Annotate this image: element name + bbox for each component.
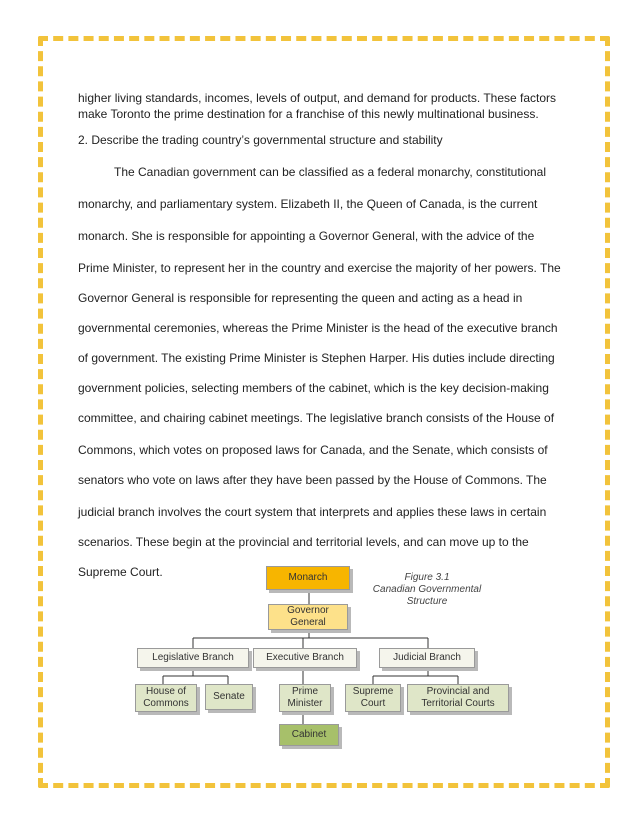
figure-caption-line-3: Structure	[406, 596, 448, 607]
node-senate	[205, 684, 253, 710]
node-judicial-label: Judicial Branch	[393, 652, 461, 663]
node-executive-label: Executive Branch	[266, 652, 344, 663]
body-line: judicial branch involves the court system that interprets and applies these laws in certain	[78, 505, 547, 519]
body-line: The Canadian government can be classified as a federal monarchy, constitutional	[114, 165, 547, 179]
node-provincial-label-1: Provincial and	[426, 686, 490, 697]
node-cabinet-label: Cabinet	[291, 729, 327, 740]
node-prime-minister	[279, 684, 331, 712]
node-provincial-territorial-courts	[407, 684, 509, 712]
node-cabinet	[279, 724, 339, 746]
node-supreme-label-1: Supreme	[352, 686, 394, 697]
body-line: governmental ceremonies, whereas the Prime Minister is the head of the executive branch	[78, 321, 558, 335]
body-line: monarchy, and parliamentary system. Elizabeth II, the Queen of Canada, is the current	[78, 197, 538, 211]
node-supreme-court	[345, 684, 401, 712]
node-pm-label-1: Prime	[291, 686, 319, 697]
figure-caption	[372, 572, 482, 608]
body-line: scenarios. These begin at the provincial and territorial levels, and can move up to the	[78, 535, 529, 549]
node-governor-general	[268, 604, 348, 630]
node-supreme-label-2: Court	[360, 698, 386, 709]
node-judicial-branch	[379, 648, 475, 668]
node-governor-label-1: Governor	[287, 605, 329, 616]
body-line: Commons, which votes on proposed laws for Canada, and the Senate, which consists of	[78, 443, 548, 457]
body-line: make Toronto the prime destination for a franchise of this newly multinational business.	[78, 107, 539, 121]
node-house-label-2: Commons	[143, 698, 189, 709]
body-line: Governor General is responsible for representing the queen and acting as a head in	[78, 291, 523, 305]
node-house-label-1: House of	[145, 686, 187, 697]
node-monarch	[266, 566, 350, 590]
body-line: Supreme Court.	[78, 565, 163, 579]
node-provincial-label-2: Territorial Courts	[421, 698, 495, 709]
node-legislative-label: Legislative Branch	[152, 652, 234, 663]
node-senate-label: Senate	[213, 691, 245, 702]
figure-caption-line-1: Figure 3.1	[404, 572, 450, 583]
node-house-of-commons	[135, 684, 197, 712]
body-line: committee, and chairing cabinet meetings. The legislative branch consists of the House of	[78, 411, 555, 425]
body-line: government policies, selecting members of the cabinet, which is the key decision-making	[78, 381, 549, 395]
section-heading: 2. Describe the trading country’s governmental structure and stability	[78, 133, 443, 147]
body-line: senators who vote on laws after they have been passed by the House of Commons. The	[78, 473, 547, 487]
node-pm-label-2: Minister	[287, 698, 323, 709]
figure-caption-line-2: Canadian Governmental	[372, 584, 482, 595]
node-legislative-branch	[137, 648, 249, 668]
body-line: higher living standards, incomes, levels of output, and demand for products. These factors	[78, 91, 557, 105]
body-line: Prime Minister, to represent her in the country and exercise the majority of her powers. The	[78, 261, 561, 275]
body-line: monarch. She is responsible for appointing a Governor General, with the advice of the	[78, 229, 535, 243]
node-executive-branch	[253, 648, 357, 668]
body-line: of government. The existing Prime Minister is Stephen Harper. His duties include directing	[78, 351, 555, 365]
node-monarch-label: Monarch	[288, 572, 328, 583]
node-governor-label-2: General	[290, 617, 326, 628]
